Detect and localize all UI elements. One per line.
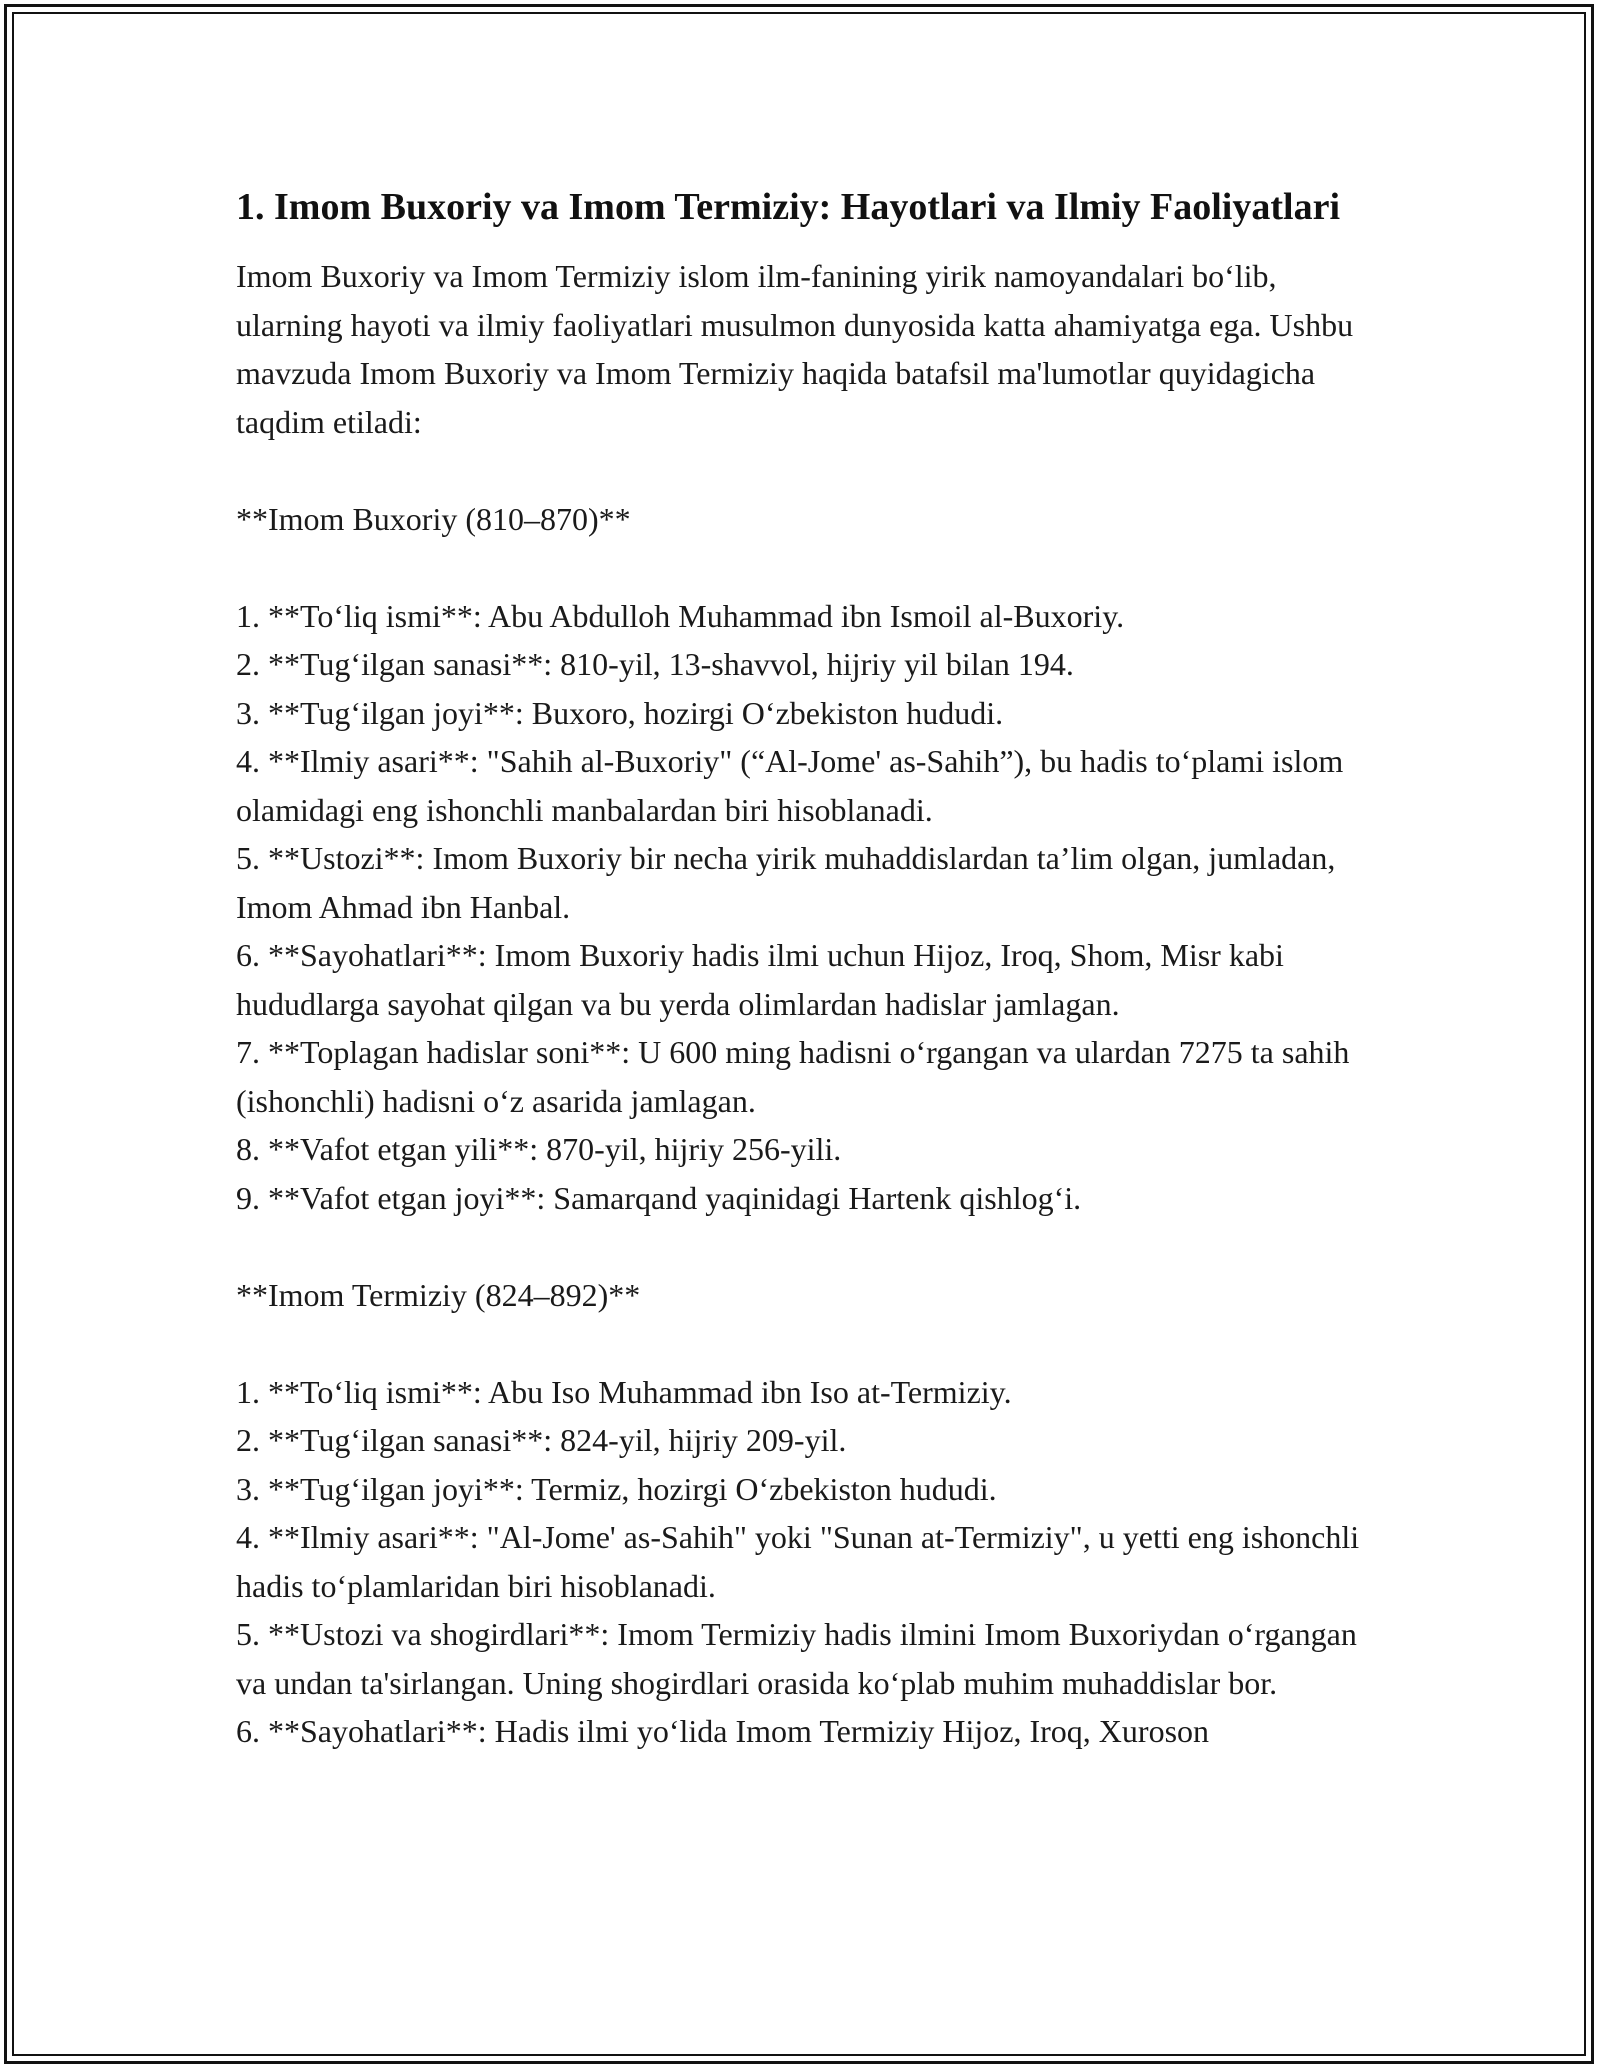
list-item: 3. **Tug‘ilgan joyi**: Termiz, hozirgi O‘zbekiston hududi. xyxy=(236,1470,997,1507)
list-item: 2. **Tug‘ilgan sanasi**: 810-yil, 13-shavvol, hijriy yil bilan 194. xyxy=(236,646,1074,682)
document-title: 1. Imom Buxoriy va Imom Termiziy: Hayotlari va Ilmiy Faoliyatlari xyxy=(236,186,1341,228)
list-item: 7. **Toplagan hadislar soni**: U 600 ming hadisni o‘rgangan va ulardan 7275 ta sahih (ishonchli) hadisni o‘z asarida jamlagan. xyxy=(236,1034,1350,1119)
spacer xyxy=(236,1222,1386,1271)
termiziy-list xyxy=(236,1368,1386,1756)
list-item: 6. **Sayohatlari**: Hadis ilmi yo‘lida Imom Termiziy Hijoz, Iroq, Xuroson xyxy=(236,1713,1210,1749)
spacer xyxy=(236,446,1386,495)
section-heading-buxoriy: **Imom Buxoriy (810–870)** xyxy=(236,500,631,537)
intro-paragraph: Imom Buxoriy va Imom Termiziy islom ilm-fanining yirik namoyandalari bo‘lib, ularning hayoti va ilmiy faoliyatlari musulmon dunyosida katta ahamiyatga ega. Ushbu mavzuda Imom Buxoriy va Imom Termiziy haqida batafsil ma'lumotlar quyidagicha taqdim etiladi: xyxy=(236,258,1354,440)
list-item: 8. **Vafot etgan yili**: 870-yil, hijriy 256-yili. xyxy=(236,1131,842,1167)
buxoriy-list xyxy=(236,592,1386,1223)
spacer xyxy=(236,1319,1386,1368)
list-item: 9. **Vafot etgan joyi**: Samarqand yaqinidagi Hartenk qishlog‘i. xyxy=(236,1179,1082,1216)
list-item: 1. **To‘liq ismi**: Abu Iso Muhammad ibn Iso at-Termiziy. xyxy=(236,1373,1012,1410)
list-item: 1. **To‘liq ismi**: Abu Abdulloh Muhammad ibn Ismoil al-Buxoriy. xyxy=(236,597,1125,634)
list-item: 3. **Tug‘ilgan joyi**: Buxoro, hozirgi O‘zbekiston hududi. xyxy=(236,694,1004,731)
list-item: 4. **Ilmiy asari**: "Al-Jome' as-Sahih" yoki "Sunan at-Termiziy", u yetti eng ishonchli hadis to‘plamlaridan biri hisoblanadi. xyxy=(236,1519,1360,1604)
list-item: 4. **Ilmiy asari**: "Sahih al-Buxoriy" (“Al-Jome' as-Sahih”), bu hadis to‘plami islom olamidagi eng ishonchli manbalardan biri hisoblanadi. xyxy=(236,743,1344,828)
section-heading-termiziy: **Imom Termiziy (824–892)** xyxy=(236,1276,641,1313)
list-item: 5. **Ustozi**: Imom Buxoriy bir necha yirik muhaddislardan ta’lim olgan, jumladan, Imom Ahmad ibn Hanbal. xyxy=(236,840,1336,925)
spacer xyxy=(236,543,1386,592)
list-item: 6. **Sayohatlari**: Imom Buxoriy hadis ilmi uchun Hijoz, Iroq, Shom, Misr kabi hududlarga sayohat qilgan va bu yerda olimlardan hadislar jamlagan. xyxy=(236,937,1284,1022)
list-item: 2. **Tug‘ilgan sanasi**: 824-yil, hijriy 209-yil. xyxy=(236,1422,847,1458)
list-item: 5. **Ustozi va shogirdlari**: Imom Termiziy hadis ilmini Imom Buxoriydan o‘rgangan va undan ta'sirlangan. Uning shogirdlari orasida ko‘plab muhim muhaddislar bor. xyxy=(236,1616,1357,1701)
document-body xyxy=(236,180,1386,1756)
